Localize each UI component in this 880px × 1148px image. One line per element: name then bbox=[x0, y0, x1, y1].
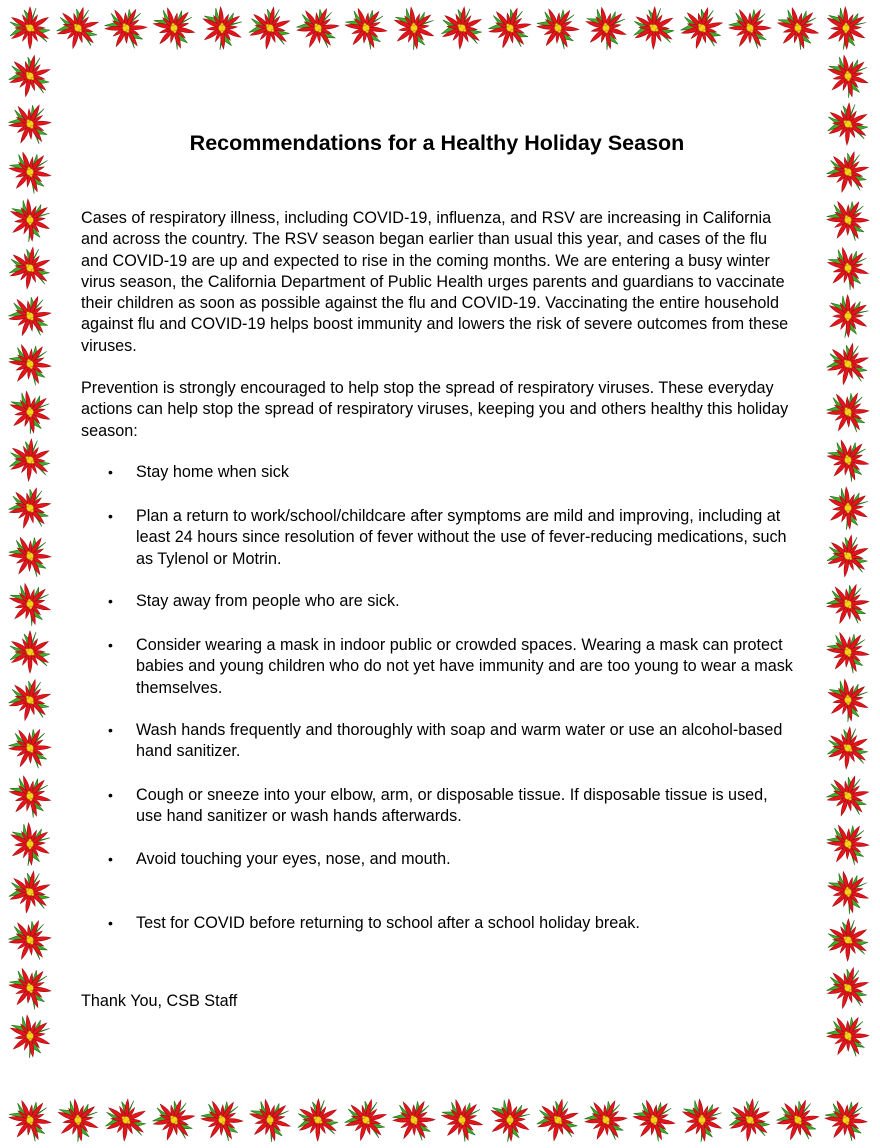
list-item-text: Stay away from people who are sick. bbox=[136, 592, 400, 610]
bullet-icon: • bbox=[108, 637, 113, 653]
poinsettia-icon bbox=[819, 863, 877, 921]
poinsettia-icon bbox=[769, 0, 827, 57]
poinsettia-icon bbox=[10, 7, 50, 49]
poinsettia-icon bbox=[673, 1091, 731, 1148]
poinsettia-icon bbox=[772, 1093, 824, 1147]
bullet-icon: • bbox=[108, 851, 113, 867]
poinsettia-icon bbox=[2, 528, 58, 585]
poinsettia-icon bbox=[825, 532, 871, 580]
poinsettia-icon bbox=[728, 1097, 773, 1144]
poinsettia-icon bbox=[1, 1091, 58, 1148]
poinsettia-icon bbox=[481, 1092, 538, 1148]
poinsettia-icon bbox=[819, 47, 877, 105]
list-item-text: Stay home when sick bbox=[136, 463, 289, 481]
poinsettia-icon bbox=[819, 431, 877, 489]
poinsettia-icon bbox=[7, 868, 54, 916]
poinsettia-icon bbox=[1, 191, 58, 248]
poinsettia-icon bbox=[1, 959, 58, 1017]
page-title: Recommendations for a Healthy Holiday Season bbox=[189, 131, 685, 155]
poinsettia-icon bbox=[579, 1093, 633, 1148]
poinsettia-icon bbox=[49, 1091, 107, 1148]
list-item bbox=[81, 913, 793, 934]
list-item-text: Cough or sneeze into your elbow, arm, or disposable tissue. If disposable tissue is used, use hand sanitizer or wash hands afterwards. bbox=[136, 786, 768, 826]
list-item-text: Wash hands frequently and thoroughly with soap and warm water or use an alcohol-based hand sanitizer. bbox=[136, 721, 783, 761]
list-item bbox=[81, 462, 793, 483]
poinsettia-icon bbox=[193, 0, 250, 56]
poinsettia-icon bbox=[1, 1007, 59, 1064]
poinsettia-icon bbox=[819, 239, 877, 297]
poinsettia-icon bbox=[818, 0, 875, 56]
poinsettia-icon bbox=[826, 725, 870, 770]
poinsettia-icon bbox=[819, 623, 876, 681]
poinsettia-icon bbox=[577, 0, 635, 57]
poinsettia-icon bbox=[98, 0, 153, 56]
poinsettia-icon bbox=[4, 482, 55, 534]
poinsettia-icon bbox=[4, 289, 57, 343]
poinsettia-icon bbox=[820, 288, 877, 344]
poinsettia-icon bbox=[7, 244, 52, 291]
poinsettia-icon bbox=[530, 0, 587, 57]
poinsettia-icon bbox=[247, 4, 294, 52]
list-item-text: Avoid touching your eyes, nose, and mouth. bbox=[136, 850, 451, 868]
poinsettia-icon bbox=[386, 1092, 441, 1148]
poinsettia-icon bbox=[433, 1091, 491, 1148]
bullet-icon: • bbox=[108, 464, 113, 480]
list-item-text: Consider wearing a mask in indoor public or crowded spaces. Wearing a mask can protect babies and young children who do not yet have immunity and are too young to wear a mask themselves. bbox=[136, 636, 793, 697]
list-item bbox=[81, 635, 793, 699]
poinsettia-icon bbox=[2, 720, 57, 776]
poinsettia-icon bbox=[10, 631, 50, 673]
list-item-text: Plan a return to work/school/childcare after symptoms are mild and improving, including at least 24 hours since resolution of fever without the use of fever-reducing medications, such as Tylenol or Motrin. bbox=[136, 507, 787, 568]
poinsettia-icon bbox=[9, 438, 52, 483]
signoff: Thank You, CSB Staff bbox=[81, 992, 238, 1010]
poinsettia-icon bbox=[341, 1095, 391, 1146]
list-item bbox=[81, 591, 793, 612]
poinsettia-icon bbox=[820, 815, 876, 872]
poinsettia-icon bbox=[827, 102, 869, 146]
poinsettia-icon bbox=[819, 671, 877, 729]
poinsettia-icon bbox=[818, 1091, 875, 1148]
list-item bbox=[81, 785, 793, 828]
poinsettia-icon bbox=[6, 675, 55, 725]
poinsettia-icon bbox=[145, 0, 203, 57]
poinsettia-icon bbox=[291, 1, 345, 56]
poinsettia-icon bbox=[104, 1097, 148, 1142]
poinsettia-icon bbox=[337, 0, 394, 57]
poinsettia-icon bbox=[241, 1091, 299, 1148]
poinsettia-icon bbox=[822, 770, 873, 823]
list-item bbox=[81, 849, 793, 870]
poinsettia-icon bbox=[484, 1, 536, 54]
poinsettia-icon bbox=[1, 143, 59, 201]
list-item bbox=[81, 506, 793, 570]
poinsettia-icon bbox=[1, 767, 59, 825]
poinsettia-icon bbox=[298, 1099, 339, 1142]
poinsettia-icon bbox=[148, 1094, 199, 1147]
poinsettia-icon bbox=[385, 0, 443, 57]
poinsettia-icon bbox=[54, 3, 103, 53]
intro-paragraph: Cases of respiratory illness, including COVID-19, influenza, and RSV are increasing in California and across the country. The RSV season began earlier than usual this year, and cases of the flu and COVID-19 are up and expected to rise in the coming months. We are entering a busy winter virus season, the California Department of Public Health urges parents and guardians to vaccinate their children as soon as possible against the flu and COVID-19. Vaccinating the entire household against flu and COVID-19 helps boost immunity and lowers the risk of severe outcomes from these viruses. bbox=[81, 209, 789, 355]
bullet-icon: • bbox=[108, 508, 113, 524]
list-item-text: Test for COVID before returning to school after a school holiday break. bbox=[136, 914, 640, 932]
poinsettia-icon bbox=[821, 384, 876, 440]
poinsettia-icon bbox=[828, 919, 869, 962]
list-item bbox=[81, 720, 793, 763]
poinsettia-icon bbox=[823, 146, 874, 198]
poinsettia-icon bbox=[823, 963, 873, 1014]
poinsettia-icon bbox=[821, 577, 874, 631]
poinsettia-icon bbox=[3, 913, 57, 968]
poinsettia-icon bbox=[194, 1091, 250, 1148]
bullet-icon: • bbox=[108, 722, 113, 738]
poinsettia-icon bbox=[1, 383, 59, 441]
bullet-icon: • bbox=[108, 787, 113, 803]
poinsettia-icon bbox=[824, 339, 872, 389]
poinsettia-icon bbox=[440, 5, 484, 51]
poinsettia-icon bbox=[3, 96, 57, 151]
poinsettia-icon bbox=[820, 192, 876, 249]
poinsettia-icon bbox=[633, 6, 674, 49]
poinsettia-icon bbox=[677, 2, 727, 53]
poinsettia-icon bbox=[625, 1091, 683, 1148]
bullet-icon: • bbox=[108, 593, 113, 609]
bullet-icon: • bbox=[108, 915, 113, 931]
prevention-paragraph: Prevention is strongly encouraged to help stop the spread of respiratory viruses. These everyday actions can help stop the spread of respiratory viruses, keeping you and others healthy this holiday season: bbox=[81, 379, 789, 440]
poinsettia-icon bbox=[534, 1096, 581, 1145]
poinsettia-icon bbox=[1, 816, 58, 873]
poinsettia-icon bbox=[722, 0, 778, 56]
poinsettia-icon bbox=[820, 1008, 875, 1064]
poinsettia-icon bbox=[6, 51, 54, 100]
poinsettia-icon bbox=[1, 575, 59, 633]
poinsettia-icon bbox=[1, 335, 58, 392]
poinsettia-icon bbox=[819, 480, 876, 537]
